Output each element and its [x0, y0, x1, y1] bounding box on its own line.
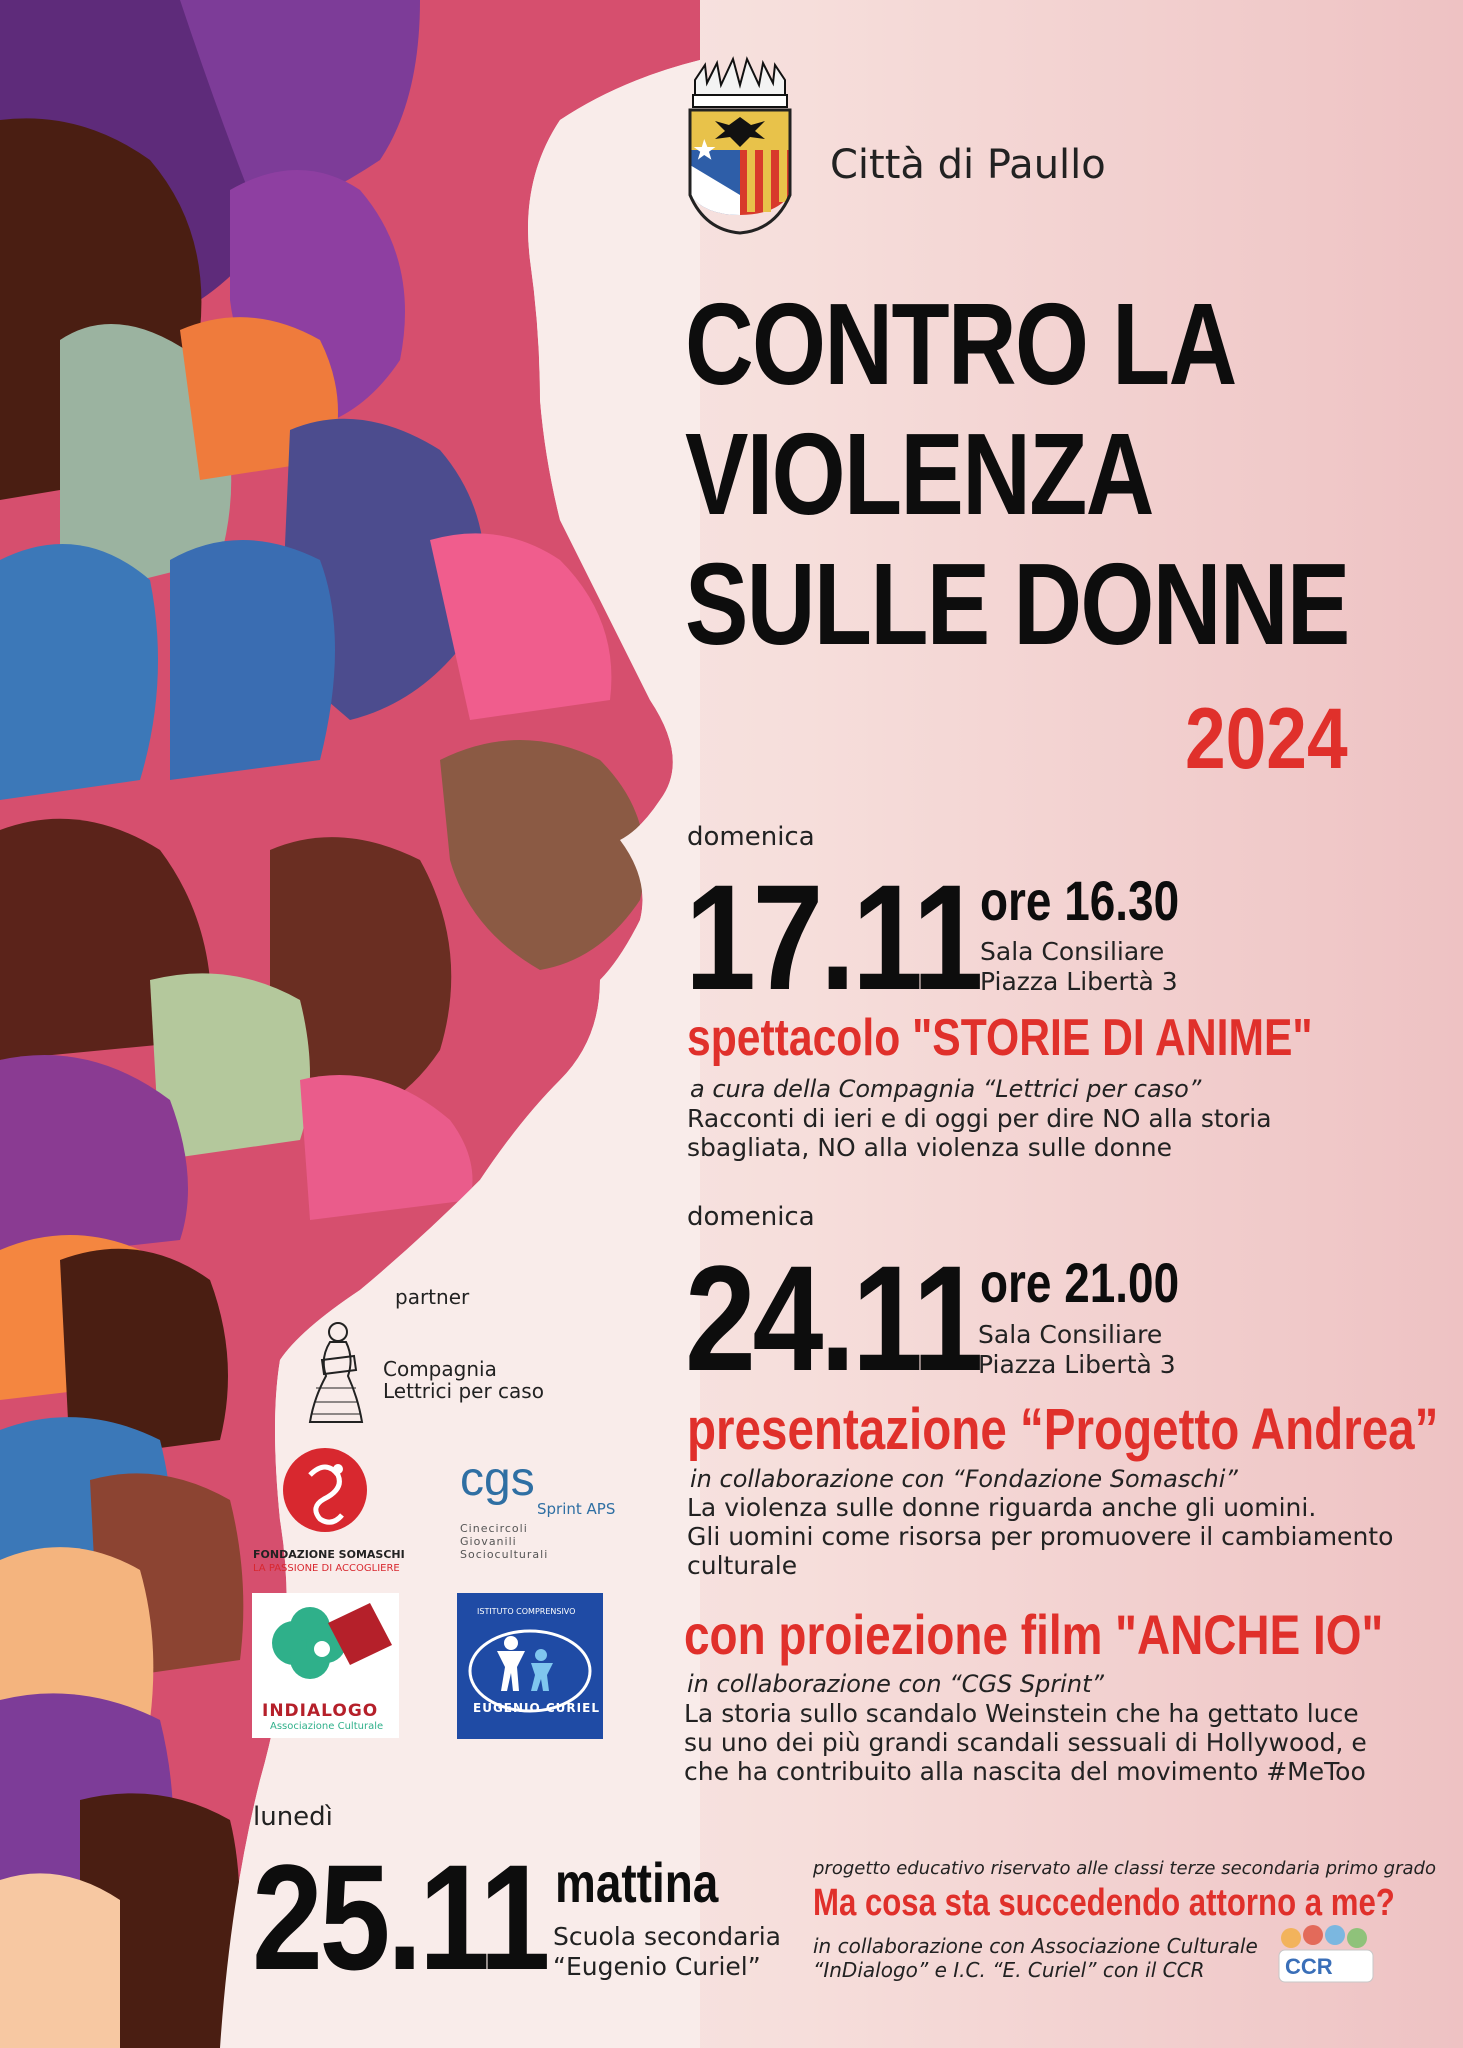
women-silhouettes-illustration [0, 0, 700, 2048]
city-coat-of-arms-logo [685, 55, 795, 240]
event2-credit-2: in collaborazione con “CGS Sprint” [687, 1670, 1104, 1698]
event3-credit-2: “InDialogo” e I.C. “E. Curiel” con il CCR [813, 1958, 1205, 1982]
event2-time: ore 21.00 [980, 1251, 1180, 1314]
compagnia-line-1: Compagnia [383, 1357, 497, 1381]
cgs-line-3: Socioculturali [460, 1548, 549, 1561]
event2-heading: presentazione “Progetto Andrea” [687, 1397, 1439, 1462]
event2-place-2: Piazza Libertà 3 [978, 1350, 1176, 1379]
event2-date: 24.11 [685, 1234, 981, 1402]
somaschi-text-1: FONDAZIONE SOMASCHI [253, 1548, 405, 1561]
event2-desc-5: su uno dei più grandi scandali sessuali di Hollywood, e [684, 1728, 1367, 1757]
event1-heading: spettacolo "STORIE DI ANIME" [687, 1009, 1313, 1067]
ic-curiel-logo [457, 1593, 603, 1739]
event3-day: lunedì [253, 1802, 333, 1832]
indialogo-sub: Associazione Culturale [270, 1721, 384, 1732]
event1-place-1: Sala Consiliare [980, 937, 1165, 966]
fondazione-somaschi-logo [280, 1445, 370, 1535]
event1-place-2: Piazza Libertà 3 [980, 967, 1178, 996]
event3-place-2: “Eugenio Curiel” [553, 1952, 761, 1981]
event2-desc-3: culturale [687, 1551, 798, 1580]
event1-date: 17.11 [685, 853, 981, 1021]
cgs-line-2: Giovanili [460, 1535, 517, 1548]
cgs-lines [460, 1522, 548, 1561]
title-line-1: CONTRO LA [685, 279, 1236, 409]
event2-desc-1: La violenza sulle donne riguarda anche gli uomini. [687, 1493, 1317, 1522]
indialogo-mark [252, 1593, 399, 1703]
cgs-line-1: Cinecircoli [460, 1522, 528, 1535]
event1-credit: a cura della Compagnia “Lettrici per caso” [690, 1075, 1202, 1103]
event1-time: ore 16.30 [980, 869, 1180, 932]
event2-desc-6: che ha contribuito alla nascita del movimento #MeToo [684, 1757, 1366, 1786]
ccr-logo [1275, 1922, 1380, 1987]
event1-desc-2: sbagliata, NO alla violenza sulle donne [687, 1133, 1173, 1162]
event3-date: 25.11 [252, 1833, 548, 2001]
city-name: Città di Paullo [830, 142, 1106, 188]
event2-heading-2: con proiezione film "ANCHE IO" [684, 1603, 1384, 1666]
indialogo-logo [252, 1593, 399, 1738]
compagnia-lettrici-logo [300, 1318, 372, 1426]
event2-desc-2: Gli uomini come risorsa per promuovere il cambiamento [687, 1522, 1394, 1551]
event2-place-1: Sala Consiliare [978, 1320, 1163, 1349]
event3-time: mattina [555, 1851, 719, 1914]
title-line-3: SULLE DONNE [685, 539, 1349, 669]
ic-curiel-top: ISTITUTO COMPRENSIVO [477, 1607, 576, 1616]
event2-credit: in collaborazione con “Fondazione Somaschi” [690, 1465, 1238, 1493]
compagnia-line-2: Lettrici per caso [383, 1379, 544, 1403]
title-year: 2024 [1185, 691, 1348, 787]
ccr-logo-text: CCR [1285, 1954, 1333, 1979]
ic-curiel-name: EUGENIO CURIEL [473, 1701, 600, 1715]
title-line-2: VIOLENZA [685, 409, 1153, 539]
somaschi-text-2: LA PASSIONE DI ACCOGLIERE [253, 1563, 400, 1574]
event3-heading: Ma cosa sta succedendo attorno a me? [813, 1882, 1395, 1924]
cgs-sub: Sprint APS [537, 1500, 616, 1518]
event1-desc-1: Racconti di ieri e di oggi per dire NO alla storia [687, 1104, 1272, 1133]
event3-place-1: Scuola secondaria [553, 1922, 781, 1951]
compagnia-lettrici-text [383, 1358, 544, 1402]
event1-day: domenica [687, 822, 815, 852]
event2-day: domenica [687, 1202, 815, 1232]
event3-note: progetto educativo riservato alle classi terze secondaria primo grado [813, 1858, 1436, 1879]
partner-label: partner [395, 1285, 470, 1309]
cgs-logo-text: cgs [460, 1453, 535, 1506]
event2-desc-4: La storia sullo scandalo Weinstein che ha gettato luce [684, 1699, 1359, 1728]
indialogo-name: INDIALOGO [262, 1701, 379, 1721]
event3-credit-1: in collaborazione con Associazione Culturale [813, 1934, 1258, 1958]
